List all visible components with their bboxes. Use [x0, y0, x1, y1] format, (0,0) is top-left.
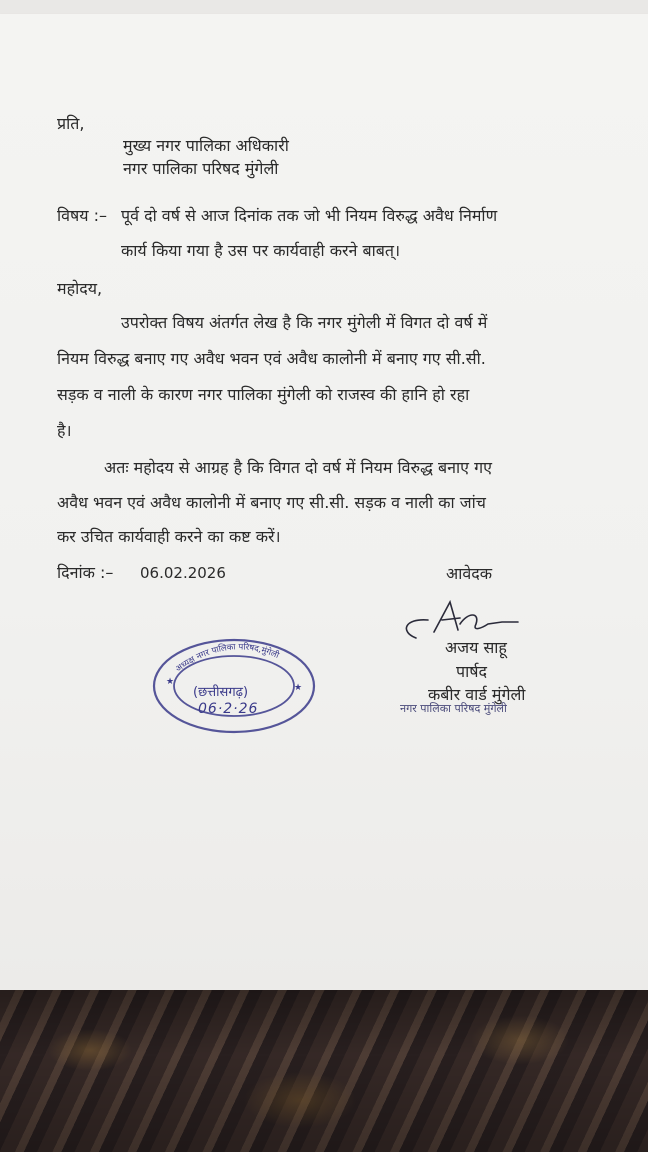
signer-seal-line: नगर पालिका परिषद मुंगेली [400, 702, 507, 715]
date-label: दिनांक :– [57, 563, 114, 582]
recipient-line-1: मुख्य नगर पालिका अधिकारी [123, 136, 289, 155]
signer-ward: कबीर वार्ड मुंगेली [428, 685, 526, 704]
recipient-line-2: नगर पालिका परिषद मुंगेली [123, 159, 279, 178]
date-value: 06.02.2026 [140, 564, 226, 582]
salutation-to: प्रति, [57, 114, 85, 133]
signer-role: पार्षद [456, 662, 487, 681]
para1-line-4: है। [57, 421, 72, 440]
para2-line-3: कर उचित कार्यवाही करने का कष्ट करें। [57, 527, 281, 546]
applicant-label: आवेदक [446, 564, 493, 583]
para1-line-1: उपरोक्त विषय अंतर्गत लेख है कि नगर मुंगेली में विगत दो वर्ष में [121, 313, 488, 332]
subject-text-1: पूर्व दो वर्ष से आज दिनांक तक जो भी नियम विरुद्ध अवैध निर्माण [121, 206, 498, 225]
subject-line-2: कार्य किया गया है उस पर कार्यवाही करने बाबत्। [121, 241, 401, 260]
signer-name: अजय साहू [445, 638, 507, 657]
office-stamp [150, 632, 318, 736]
para1-line-2: नियम विरुद्ध बनाए गए अवैध भवन एवं अवैध कालोनी में बनाए गए सी.सी. [57, 349, 486, 368]
svg-text:★: ★ [166, 677, 175, 687]
stamp-arc-text: अध्यक्ष नगर पालिका परिषद,मुंगेली [173, 642, 281, 675]
subject-label: विषय :– [57, 206, 108, 225]
stamp-center-text: (छत्तीसगढ़) [193, 685, 249, 700]
para2-line-2: अवैध भवन एवं अवैध कालोनी में बनाए गए सी.सी. सड़क व नाली का जांच [57, 493, 486, 512]
subject-line-1 [121, 208, 599, 224]
para1-line-3: सड़क व नाली के कारण नगर पालिका मुंगेली को राजस्व की हानि हो रहा [57, 385, 470, 404]
greeting: महोदय, [57, 279, 103, 298]
para2-line-1: अतः महोदय से आग्रह है कि विगत दो वर्ष में नियम विरुद्ध बनाए गए [104, 458, 492, 477]
background-fabric [0, 990, 648, 1152]
svg-text:★: ★ [294, 683, 303, 693]
stamp-handwritten-date: 06·2·26 [198, 701, 259, 717]
